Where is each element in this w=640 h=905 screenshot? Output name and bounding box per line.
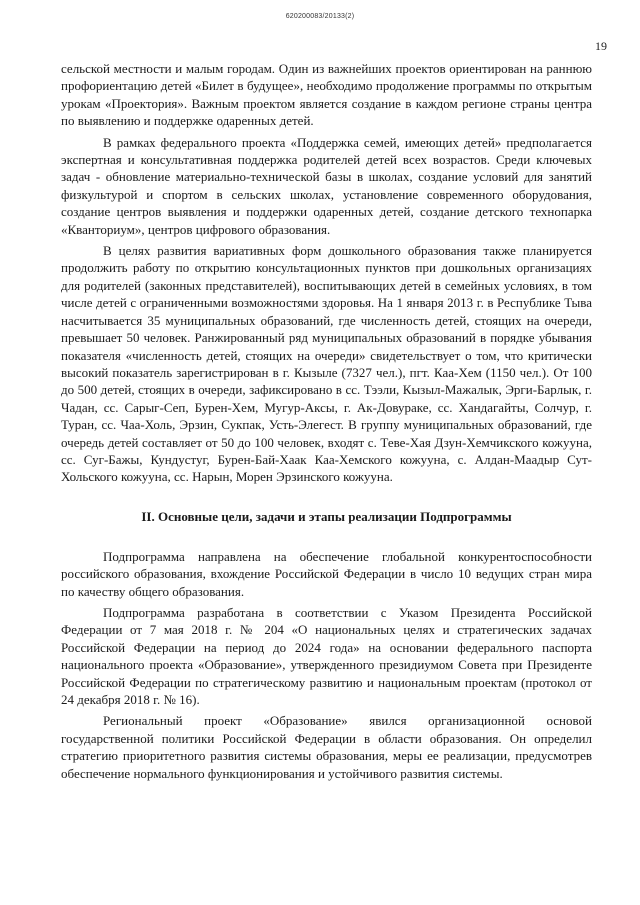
paragraph-regional-project: Региональный проект «Образование» явился организационной основой государственной политики Российской Федерации в области образования. Он определил стратегию приоритетного развития системы образования, меры ее реализации, предусмотрев обеспечение нормального функционирования и устойчивого развития системы. (61, 713, 592, 781)
paragraph-subprogram-aim: Подпрограмма направлена на обеспечение глобальной конкурентоспособности российского образования, вхождение Российской Федерации в число 10 ведущих стран мира по качеству общего образования. (61, 548, 592, 599)
document-body (61, 60, 592, 782)
paragraph-family-support: В рамках федерального проекта «Поддержка семей, имеющих детей» предполагается экспертная и консультативная поддержка родителей детей всех возрастов. Среди ключевых задач - обновление материально-технической базы в школах, создание условий для занятий физкультурой и спортом в сельских школах, установление современного оборудования, создание центров выявления и поддержки одаренных детей, создание детского технопарка «Кванториум», центров цифрового образования. (61, 134, 592, 237)
section-heading: II. Основные цели, задачи и этапы реализации Подпрограммы (141, 508, 512, 524)
paragraph-continuation: сельской местности и малым городам. Один из важнейших проектов ориентирован на раннюю профориентацию детей «Билет в будущее», необходимо продолжение программы по открытым урокам «Проектория». Важным проектом является создание в каждом регионе страны центра по выявлению и поддержке одаренных детей. (61, 61, 592, 129)
page-number: 19 (595, 39, 607, 53)
paragraph-subprogram-basis: Подпрограмма разработана в соответствии с Указом Президента Российской Федерации от 7 мая 2018 г. № 204 «О национальных целях и стратегических задачах Российской Федерации на период до 2024 года» на основании федерального паспорта национального проекта «Образование», утвержденного президиумом Совета при Президенте Российской Федерации по стратегическому развитию и национальным проектам (протокол от 24 декабря 2018 г. № 16). (61, 604, 592, 707)
document-id: 620200083/20133(2) (285, 13, 355, 20)
paragraph-preschool: В целях развития вариативных форм дошкольного образования также планируется продолжить работу по открытию консультационных пунктов при дошкольных организациях для родителей (законных представителей), воспитывающих детей в семейных условиях, в том числе детей с ограниченными возможностями здоровья. На 1 января 2013 г. в Республике Тыва насчитывается 35 муниципальных образований, где численность детей, стоящих на очереди, превышает 50 человек. Ранжированный ряд муниципальных образований в порядке убывания показателя «численность детей, стоящих на очереди» свидетельствует о том, что критически высокий показатель зарегистрирован в г. Кызыле (7327 чел.), пгт. Каа-Хем (1150 чел.). От 100 до 500 детей, стоящих в очереди, зафиксировано в сс. Тээли, Кызыл-Мажалык, Эрги-Барлык, г. Чадан, сс. Сарыг-Сеп, Бурен-Хем, Мугур-Аксы, г. Ак-Довураке, сс. Хандагайты, Солчур, г. Туран, сс. Чаа-Холь, Эрзин, Сукпак, Усть-Элегест. В группу муниципальных образований, где очередь детей составляет от 50 до 100 человек, входят с. Теве-Хая Дзун-Хемчикского кожууна, сс. Суг-Бажы, Кундустуг, Бурен-Бай-Хаак Каа-Хемского кожууна, с. Алдан-Маадыр Сут-Хольского кожууна, сс. Нарын, Морен Эрзинского кожууна. (61, 243, 592, 485)
